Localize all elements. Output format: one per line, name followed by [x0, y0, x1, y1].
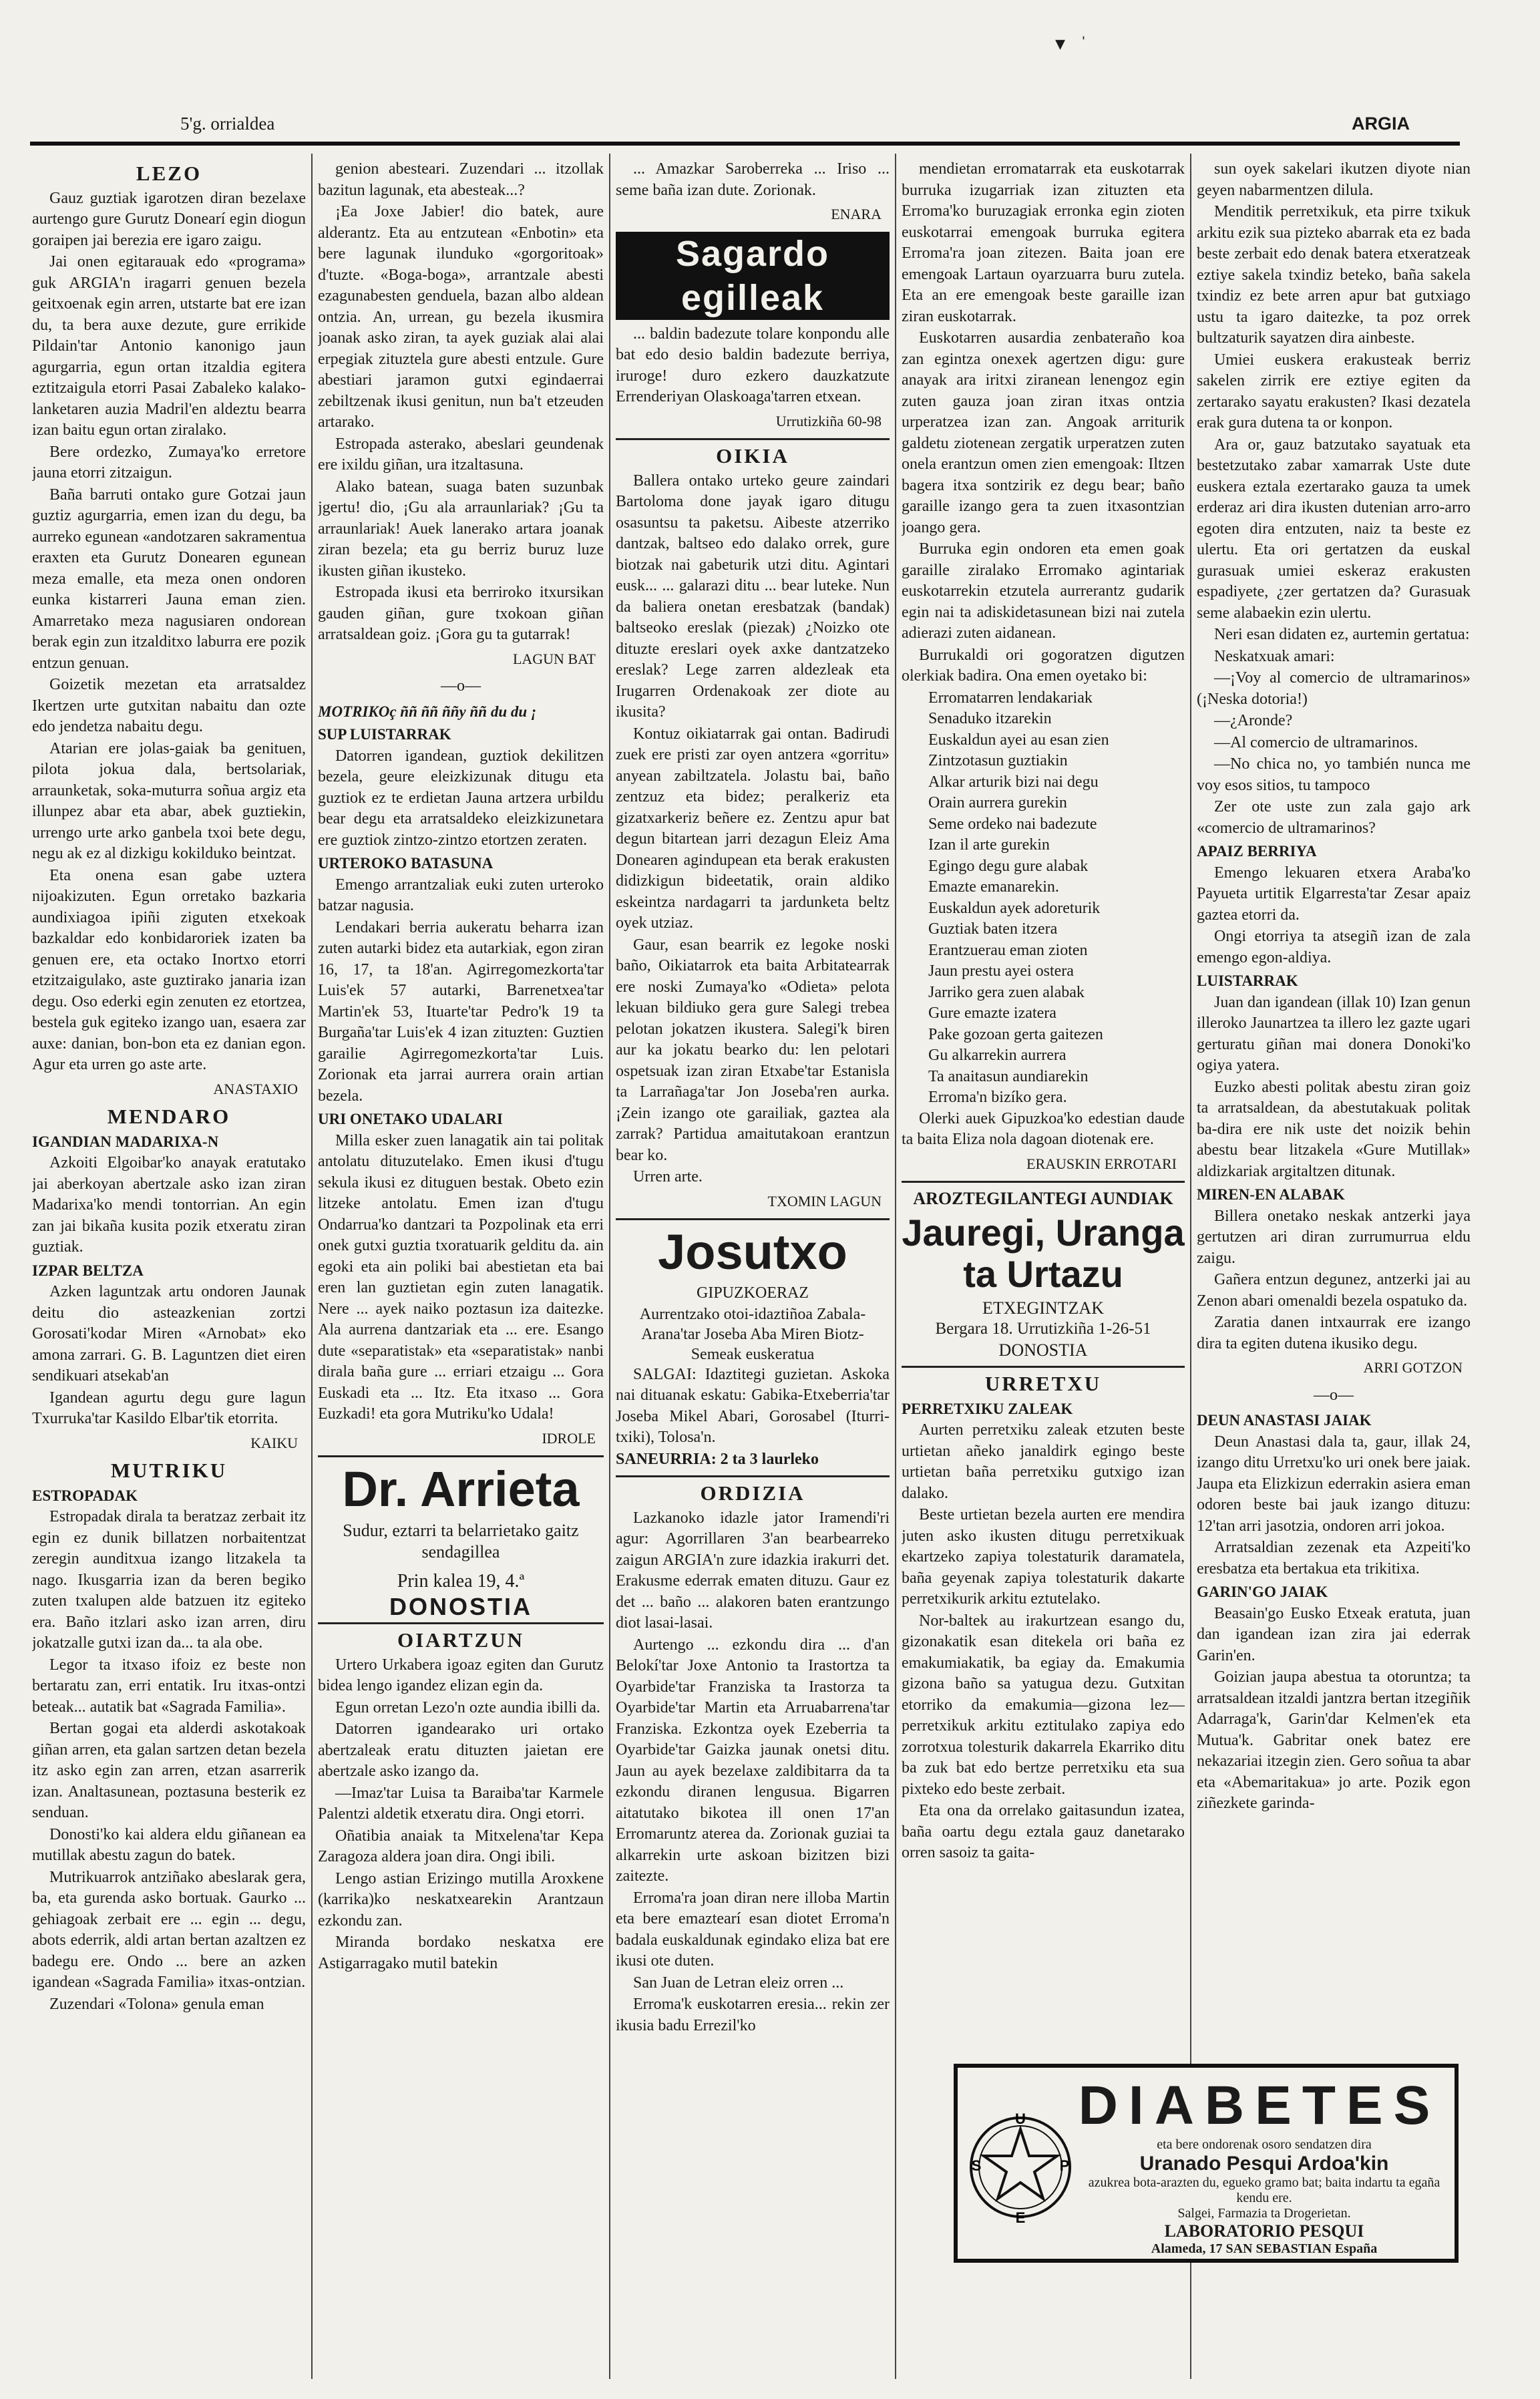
section-title-lezo: LEZO [136, 162, 202, 185]
ad-phone: Urrutizkiña 60-98 [775, 412, 882, 429]
ad-address: Alameda, 17 SAN SEBASTIAN España [1151, 2241, 1378, 2256]
column-4 [902, 159, 1185, 2376]
seal-letter: S [971, 2157, 982, 2174]
column-3 [616, 159, 890, 2376]
seal-letter: U [1015, 2110, 1026, 2127]
paragraph: Zuzendari «Tolona» genula eman [49, 1995, 264, 2013]
ad-product: Uranado Pesqui Ardoa'kin [1139, 2153, 1389, 2175]
ad-address: Bergara 18. Urrutizkiña 1-26-51 [935, 1320, 1151, 1338]
ad-trade: ETXEGINTZAK [982, 1298, 1104, 1318]
margin-marks: ▾ ˈ [1055, 33, 1087, 55]
paragraph: Urtero Urkabera igoaz egiten dan Gurutz bidea lengo igandez elizan egin da. [318, 1656, 604, 1694]
poem-line: Guztiak baten itzera [928, 920, 1058, 938]
subheading: MIREN-EN ALABAK [1197, 1186, 1345, 1203]
paragraph: Baña barruti ontako gure Gotzai jaun guztiz agurgarria, emen izan du degu, ba aurreko egunean «andotzaren sakramentua eraxten eta Gurutz Donearen egunean meza emalle, eta meza onen ondoren eunka kistarreri Jauna eman zien. Amarretako meza nagusiaren ondorean berak egin zun itzalditxo laburra ere pozik entzun genuan. [32, 486, 306, 672]
paragraph: Ara or, gauz batzutako sayatuak eta bestetzutako zabar xamarrak Uste dute euskera eztala ezertarako gauza ta umek erderaz ari dira ikusten dutenian arro-arro egoten dira entzuten, naiz ta beste ez ulertu. Eta ori gertatzen da euskal gurasuak umiei eskeraz erakusten espadiyete, ¿zer gertatzen da? Gurasuak seme alabaekin ezin ulertu. [1197, 435, 1471, 622]
paragraph: Neri esan didaten ez, aurtemin gertatua: [1214, 626, 1470, 643]
poem-line: Pake gozoan gerta gaitezen [928, 1025, 1103, 1043]
paragraph: Datorren igandean, guztiok dekilitzen bezela, geure eleizkizunak ditugu eta guztiok ez te erdietan Jauna artzera urbildu bear degu eta arratsaldeko eleizkizunetara ere guztiok zintzo-zintzo etortzen zeraten. [318, 747, 604, 849]
paragraph: Azkoiti Elgoibar'ko anayak eratutako jai aberkoyan abertzale asko izan ziran Madarixa'ko mendi tontorrian. An egin zan jai bikaña kusita pozik etxeratu ziran guztiak. [32, 1154, 306, 1256]
paragraph: Milla esker zuen lanagatik ain tai politak antolatu dituzutelako. Emen ikusi d'tugu sekula ikusi ez dituguen bestak. Obeto ezin litzeke antolatu. Emen izan d'tugu Ondarrua'ko dantzari ta Pozpolinak eta erri onek gutxi guztia txoratuarik gelditu da. ain egoki eta ain poliki bai abestietan eta bai eren lan guztietan egin zuten lanagatik. Nere ... ayek naiko poztasun iza daitezke. Ala aurrena dantzariak eta ... ere. Esango dute «separatistak» eta «separatistak» nanbi dirala baña gure ... erriari etzaigu ... Gora Euskadi eta ... Itz. Eta itxaso ... Gora Euzkadi! eta gora Mutriku'ko Udala! [318, 1131, 604, 1423]
poem-line: Alkar arturik bizi nai degu [928, 773, 1099, 791]
paragraph: Igandean agurtu degu gure lagun Txurruka'tar Kasildo Elbar'tik etorrita. [32, 1389, 306, 1427]
column-rule [1190, 154, 1191, 2379]
column-rule [311, 154, 313, 2379]
paragraph: Olerki auek Gipuzkoa'ko edestian daude ta baita Eliza nola dagoan diotenak ere. [902, 1109, 1185, 1148]
signature: IDROLE [542, 1429, 596, 1447]
page-header [0, 0, 1540, 154]
page-number: 5'g. orrialdea [180, 114, 275, 134]
paragraph: Alako batean, suaga baten suzunbak jgertu! dio, ¡Gu ala arraunlariak? ¡Gu ta arraunlariak! Auek lanerako artara joanak ziran bezela; eta gu berriz buruz luze ikusten giñan ikusteko. [318, 478, 604, 580]
paragraph: Burruka egin ondoren eta emen goak garaille ziralako Erromako agintariak euskotarrekin etzutela aurrerantz gudarik egin nai ta adiskidetasunean bizi nai zutela adierazi zuten aidanean. [902, 540, 1185, 642]
paragraph: Gaur, esan bearrik ez legoke noski baño, Oikiatarrok eta baita Arbitatearrak ere noski Zumaya'ko «Odieta» pelota lekuan bildiuko gera gure Salegi trebea pelotan jokatzen ikustera. Salegi'k biren aur ka jokatu bearko du: len pelotari ospetsuak izan ziran Etxabe'tar Estanisla ta Larrañaga'tar Jon Joseba'ren aurka. ¡Zein izango ote garailiak, gaztea ala zarrak? Partidua amaitutakoan erantzun bear ko. [616, 936, 890, 1164]
divider [318, 1455, 604, 1457]
paragraph: Gañera entzun degunez, antzerki jai au Zenon abari omenaldi bezela ospatuko da. [1197, 1271, 1471, 1310]
poem-line: Zintzotasun guztiakin [928, 752, 1068, 769]
ad-name: Dr. Arrieta [342, 1461, 580, 1517]
poem-line: Jaun prestu ayei ostera [928, 962, 1074, 980]
ad-text: Aurrentzako otoi-idaztiñoa Zabala-Arana'tar Joseba Aba Miren Biotz-Semeak euskeratua [639, 1305, 866, 1363]
paragraph: Ongi etorriya ta atsegiñ izan de zala emengo egon-aldiya. [1197, 928, 1471, 966]
paragraph: genion abesteari. Zuzendari ... itzollak bazitun lagunak, eta abesteak...? [318, 160, 604, 199]
paragraph: Arratsaldian zezenak eta Azpeiti'ko eresbatza eta bertakua eta trikitixa. [1197, 1539, 1471, 1578]
column-1 [32, 159, 306, 2376]
paragraph: Goizian jaupa abestua ta otoruntza; ta arratsaldean itzaldi jantzra bertan itzegiñik Adarraga'k, Garin'dar Kelmen'ek eta Mutua'k. Gabritar onek batez ere nekazariai itzegin zien. Gero soñua ta abar eta «Abemaritakua» jo arte. Pozik egon ziñezkete garinda- [1197, 1668, 1471, 1812]
paragraph: Zaratia danen intxaurrak ere izango dira ta egiten dutena ikusiko degu. [1197, 1314, 1471, 1352]
paragraph: Zer ote uste zun zala gajo ark «comercio de ultramarinos? [1197, 798, 1471, 837]
divider [616, 438, 890, 440]
paragraph: Juan dan igandean (illak 10) Izan genun illeroko Jaunartzea ta illero lez gazte ugari gerturatu giñan mai donera Donoki'ko ogiya yatera. [1197, 993, 1471, 1074]
poem-line: Erantzuerau eman zioten [928, 941, 1088, 959]
paragraph: Bere ordezko, Zumaya'ko erretore jauna etorri zitzaigun. [32, 443, 306, 482]
paragraph: Legor ta itxaso ifoiz ez beste non bertaratu zan, erri entatik. Iru itxas-ontzi beteak... autatik bat «Sagrada Familia». [32, 1656, 306, 1716]
section-title-oikia: OIKIA [716, 444, 789, 468]
separator: —o— [1314, 1386, 1354, 1404]
signature: KAIKU [250, 1434, 298, 1451]
subheading: SUP LUISTARRAK [318, 726, 451, 743]
ad-lab: LABORATORIO PESQUI [1164, 2221, 1364, 2241]
paragraph: Euskotarren ausardia zenbateraño koa zan egintza onexek agertzen digu: gure anayak ara iritxi ziranean lenengoz egin zuten gauza joan ziran itxas ontzia urperatzea izan zan. Angoak arriturik galdetu ziotenean zergatik urperatzen zuten onela erantzun omen zien emengoak: Iltzen bagera itxa sontzirik ez degu bear; baño garaille izango gera ta zuen itxasontzian joango gera. [902, 329, 1185, 536]
column-5 [1197, 159, 1471, 2045]
signature: ANASTAXIO [213, 1080, 298, 1097]
ad-josutxo [616, 1226, 890, 1470]
ad-arrieta [318, 1461, 604, 1620]
ad-city: DONOSTIA [389, 1592, 532, 1620]
seal-letter: E [1015, 2209, 1026, 2226]
paragraph: Goizetik mezetan eta arratsaldez Ikertzen urte gutxitan nabaitu dan ozte edo jendetza nabaitu degu. [32, 676, 306, 735]
header-rule [30, 142, 1460, 146]
ad-price: SANEURRIA: 2 ta 3 laurleko [616, 1450, 819, 1468]
ad-jauregi [902, 1188, 1185, 1360]
subheading: GARIN'GO JAIAK [1197, 1584, 1328, 1600]
ad-head: AROZTEGILANTEGI AUNDIAK [913, 1189, 1173, 1208]
paragraph: —¿Aronde? [1214, 712, 1293, 729]
poem-line: Egingo degu gure alabak [928, 857, 1089, 875]
column-rule [895, 154, 896, 2379]
paragraph: Oñatibia anaiak ta Mitxelena'tar Kepa Zaragoza aldera joan dira. Ongi ibili. [318, 1827, 604, 1865]
section-title-ordizia: ORDIZIA [700, 1481, 805, 1505]
paragraph: Atarian ere jolas-gaiak ba genituen, pilota jokua dala, bertsolariak, arraunketak, soka-muturra soñua argiz eta illunpez abar eta abar, abek guztiekin, urrengo urte arko ganbela txoi bete degu, negu ak ez al dizkigu kokilduko beintzat. [32, 739, 306, 862]
paragraph: Umiei euskera erakusteak berriz sakelen zirrik ere eztiye egiten da zertarako sayatu erakusten? Ikasi dezatela erak gura dutena ta or konpon. [1197, 351, 1471, 431]
signature: ERAUSKIN ERROTARI [1026, 1155, 1177, 1172]
ad-text: Sudur, eztarri ta belarrietako gaitz sendagillea [343, 1521, 579, 1561]
poem-line: Euskaldun ayei au esan zien [928, 731, 1109, 749]
paragraph: Donosti'ko kai aldera eldu giñanean ea mutillak abestu zagun do batek. [32, 1825, 306, 1864]
ad-text: ... baldin badezute tolare konpondu alle bat edo desio baldin badezute berriya, iruroge! duro ezkero dauzkatzute Errenderiyan Olaskoaga'tarren etxean. [616, 325, 890, 405]
paragraph: Datorren igandearako uri ortako abertzaleak eratu dituzten jaietan ere abertzale asko izango da. [318, 1720, 604, 1780]
ad-body [1085, 2137, 1444, 2257]
divider [318, 1622, 604, 1624]
paragraph: Gauz guztiak igarotzen diran bezelaxe aurtengo gure Gurutz Donearí egin diogun goraipen jai berezia ere igaro zaigu. [32, 189, 306, 249]
paragraph: Aurten perretxiku zaleak etzuten beste urtietan añeko janaldirk egingo beste urtietan baña perretxiku gutxigo izan dalako. [902, 1421, 1185, 1502]
poem-line: Ta anaitasun aundiarekin [928, 1067, 1089, 1085]
paragraph: Azken laguntzak artu ondoren Jaunak deitu dio asteazkenian zortzi Gorosati'kodar Miren «Arnobat» eko amona zarrari. G. B. Laguntzen diet eiren sendikuari atsekab'an [32, 1283, 306, 1385]
paragraph: Lendakari berria aukeratu beharra izan zuten autarki bidez eta autarkiak, egon ziran 16, 17, ta 18'an. Agirregomezkorta'tar Luis'ek 57 autarki, Barrenetxea'tar Martin'ek 53, Ituarte'tar Pedro'k 19 ta Burgaña'tar Luis'ek 4 izan zituzten: Guztien garailie Agirregomezkorta'tar Luis. Zorionak eta jarrai aurrera orain artian bezela. [318, 918, 604, 1105]
paragraph: mendietan erromatarrak eta euskotarrak burruka izugarriak izan zituzten eta Erroma'ko buruzagiak erronka egin zioten euskotarrai emengoak burruka egitera Erroma'ra joan zitezen. Baita joan ere emengoak Lartaun oyarzuarra buru zutela. Eta an ere emengoak beste garaille izan ziran euskotarrak. [902, 160, 1185, 325]
divider [616, 1475, 890, 1477]
poem-line: Erromatarren lendakariak [928, 689, 1093, 707]
star-seal-icon [967, 2090, 1074, 2244]
paragraph: —Al comercio de ultramarinos. [1214, 733, 1418, 751]
ad-text: Salgei, Farmazia ta Drogerietan. [1177, 2206, 1351, 2221]
paragraph: Neskatxuak amari: [1214, 647, 1335, 665]
paragraph: Miranda bordako neskatxa ere Astigarragako mutil batekin [318, 1933, 604, 1972]
poem-line: Jarriko gera zuen alabak [928, 983, 1085, 1001]
poem-line: Euskaldun ayek adoreturik [928, 899, 1101, 917]
ad-sagardo [616, 232, 890, 432]
paragraph: Burrukaldi ori gogoratzen digutzen olerkiak badira. Ona emen oyetako bi: [902, 646, 1185, 685]
signature: ARRI GOTZON [1363, 1359, 1463, 1376]
ad-name: Jauregi, Uranga ta Urtazu [902, 1211, 1185, 1295]
poem-line: Orain aurrera gurekin [928, 794, 1067, 811]
paragraph: Estropada asterako, abeslari geundenak ere ixildu giñan, ura itzaltasuna. [318, 435, 604, 474]
subheading: ESTROPADAK [32, 1487, 138, 1504]
divider [616, 1218, 890, 1220]
column-rule [609, 154, 610, 2379]
paragraph: Kontuz oikiatarrak gai ontan. Badirudi zuek ere pristi zar oyen antzera «gorritu» anyean zabiltzatela. Jolastu bai, baño zentzuz eta bidez; peralkeriz eta gizatxarkeriz beñere ez. Zentzu apur bat degun bitartean jarri dezagun Eleiz Ama Donearen agindupean eta berak erakusten didizkigun bideetatik, orain aldiko eskeintza nardagarri ta jardunketa beltz oyek utziaz. [616, 725, 890, 932]
poem-line: Senaduko itzarekin [928, 710, 1052, 727]
paragraph: San Juan de Letran eleiz orren ... [633, 1974, 844, 1992]
paragraph: Billera onetako neskak antzerki jaya gertutzen ari diran zurrumurrua eldu zaigu. [1197, 1207, 1471, 1267]
paragraph: Emengo lekuaren etxera Araba'ko Payueta urtitik Elgarresta'tar Zesar apaiz gaztea etorri da. [1197, 864, 1471, 924]
poem-line: Gure emazte izatera [928, 1004, 1056, 1022]
signature: ENARA [831, 206, 882, 222]
subheading: IZPAR BELTZA [32, 1262, 144, 1279]
divider [902, 1181, 1185, 1183]
paragraph: ... Amazkar Saroberreka ... Iriso ... seme baña izan dute. Zorionak. [616, 160, 890, 199]
paragraph: Bertan gogai eta alderdi askotakoak giñan arren, eta galan sartzen detan bezela itz asko egin zan arren, etzan asarrerik izan. Analtasunean, poztasuna besterik ez senduan. [32, 1720, 306, 1821]
ad-name: Josutxo [658, 1224, 847, 1280]
paragraph: —Imaz'tar Luisa ta Baraiba'tar Karmele Palentzi aldetik etxeratu dira. Ongi etorri. [318, 1784, 604, 1823]
paragraph: Eta onena esan gabe uztera nijoakizuten. Egun orretako bazkaria aundixiagoa ipiñi ziguten etxekoak bazkaldar edo konbidaroriek izaten ba genuen ere, eta octako Inortxo etorri etzitzaigulako, aste guztirako janaria izan degu. Oso ederki egin zenuten ez etortzea, bestela guk egiteko izango uan, esaera zar auxe: danian, bon-bon eta ez danian egon. Agur eta urren go aste arte. [32, 866, 306, 1073]
paragraph: Aurtengo ... ezkondu dira ... d'an Belokí'tar Joxe Antonio ta Irastortza ta Oyarbide'tar Franziska ta Irastorza ta Oyarbide'tar Martin eta Arruabarrena'tar Franziska. Ezkontza oyek Ezeberria ta Oyarbide'tar Gaizka jaunak onetsi ditu. Jaun au ayek bezelaxe zaldibitarra da ta ezkondu diranen lengusua. Bigarren aitatutako bikotea ill onen 17'an Erromaruntz aterea da. Zorionak guziai ta alkarrekin urte askoan bizitzen bizi zaitezte. [616, 1636, 890, 1885]
paragraph: ¡Ea Joxe Jabier! dio batek, aure alderantz. Eta au entzutean «Enbotin» eta bere lagunak ilunduko «gorgoritoak» d'tuzte. «Boga-boga», arrantzale abesti ezagunabesten genduela, bazan albo aldean ontzia. An, urrean, gu bezela ikusmira joanak asko ziran, ta ayek guziak alai alai erpegiak zituztela gure abesti entzule. Gure abestiari jaramon gutxi egindaerrai zebiltzenak ikusi genitun, nun ba't etzeuden artarako. [318, 203, 604, 431]
paragraph: Beste urtietan bezela aurten ere mendira juten asko ikusten ditugu perretxikuak ekartzeko zapiya tolestaturik daramatela, baña geyenak zapiya tolestaturik dakarte perretxikurik arkitu eztutelako. [902, 1506, 1185, 1608]
poem-line: Izan il arte gurekin [928, 836, 1050, 854]
ad-text: azukrea bota-arazten du, egueko gramo bat; baita indartu ta egaña kendu ere. [1088, 2175, 1440, 2205]
section-title-urretxu: URRETXU [984, 1372, 1102, 1395]
ad-text: eta bere ondorenak osoro sendatzen dira [1157, 2137, 1372, 2152]
paragraph: Nor-baltek au irakurtzean esango du, gizonakatik esan ditekela ori baña ez emakumiakatik, ba egiay da. Emakumia gizona baño sa yatugua dezu. Gutxitan etorriko da emakumia—gizona lez—perretxikuk arkitu eztitulako zapiya edo zorrotxua tolesturik dakarrela Ekarriko ditu ba zuk bat edo bertze perretxiku eta sua pixteko edo beste zerbait. [902, 1612, 1185, 1798]
paragraph: Menditik perretxikuk, eta pirre txikuk arkitu ezik sua pizteko abarrak eta ez bada beste zerbait edo denak batera etxeratzeak eztiye sakela txindiz beteko, baña sakela txindiz ez bete arren apur bat gutxiago ustu ta igaro daitezke, ta poz orrek bultzaturik sayatzen dira ainbeste. [1197, 203, 1471, 347]
paragraph: Euzko abesti politak abestu ziran goiz ta arratsaldean, da abestutakuak politak ba-dira ere nik uste det noizik behin abestu bear litzakela «Gure Mutillak» aldizkariak argitaltzen ditunak. [1197, 1078, 1471, 1180]
paragraph: Estropada ikusi eta berriroko itxursikan gauden giñan, gure txokoan giñan arratsaldean goiz. ¡Gora gu ta gutarrak! [318, 584, 604, 643]
ad-diabetes [954, 2064, 1459, 2263]
ad-city: DONOSTIA [998, 1340, 1088, 1360]
paragraph: Emengo arrantzaliak euki zuten urteroko batzar nagusia. [318, 876, 604, 914]
paragraph: Urren arte. [633, 1168, 703, 1185]
paragraph: Ballera ontako urteko geure zaindari Bartoloma done jayak igaro ditugu osasuntsu ta paketsu. Aibeste atzerriko dantzak, baltseo edo dalako orrek, gure biotzak nai gabeturik utzi ditu. Agintari eusk... ... galarazi ditu ... bear luteke. Nun da baliera onetan eresbatzak (bandak) baltseoko ereslak (piezak) ¿Noizko ote dituzte ereslari oyek axke dantzatzeko ereslak? Lege zarren aldezleak eta Irugarren Ordenakoak zer diote au ikusita? [616, 472, 890, 721]
paragraph: Egun orretan Lezo'n ozte aundia ibilli da. [335, 1698, 600, 1716]
paragraph: Lazkanoko idazle jator Iramendi'ri agur: Agorrillaren 3'an bearbearreko zaigun ARGIA'n zure idazkia irakurri det. Erakusme ederrak ematen dituzu. Gaur ez det ... baño ... alakoren baten erantzungo diot lasai-lasai. [616, 1509, 890, 1632]
divider [902, 1366, 1185, 1368]
subheading: DEUN ANASTASI JAIAK [1197, 1412, 1372, 1429]
ad-banner: Sagardo egilleak [616, 232, 890, 320]
masthead: ARGIA [1352, 114, 1410, 134]
paragraph: —¡Voy al comercio de ultramarinos» (¡Neska dotoria!) [1197, 669, 1471, 708]
paragraph: Erroma'k euskotarren eresia... rekin zer ikusia badu Errezil'ko [616, 1996, 890, 2034]
poem-line: Seme ordeko nai badezute [928, 815, 1097, 833]
signature: LAGUN BAT [512, 650, 596, 667]
paragraph: Estropadak dirala ta beratzaz zerbait itz egin ez dunik billatzen norbaitentzat zeregin aunditxua izango litzakela ta nago. Ikusgarria izan da beren begiko zuten txalupen alde batzuen itz egiteko era. Baño itzlari asko izan arren, diru jokatzalle gutxi izan da... ta ala obe. [32, 1508, 306, 1652]
subheading: MOTRIKOç ññ ññ ññy ññ du du ¡ [318, 703, 537, 720]
column-2 [318, 159, 604, 2376]
seal-letter: P [1059, 2157, 1070, 2174]
ad-address: Prin kalea 19, 4.ª [397, 1571, 525, 1592]
poem-line: Erroma'n bizíko gera. [928, 1089, 1067, 1106]
section-title-mendaro: MENDARO [107, 1105, 231, 1128]
paragraph: Erroma'ra joan diran nere illoba Martin eta bere emaztearí esan diotet Erroma'n badala euskaldunak egindako eliza bat ere ikusi ote duten. [616, 1889, 890, 1970]
poem [902, 688, 1185, 1109]
paragraph: Mutrikuarrok antziñako abeslarak gera, ba, eta gurenda asko bortuak. Gaurko ... gehiagoak zerbait ere ... egin ... degu, abots ederrik, aldi artan bertan azaltzen ez badegu ere. Ondo ... bere an azken igandean «Sagrada Familia» itxas-ontzian. [32, 1868, 306, 1991]
paragraph: sun oyek sakelari ikutzen diyote nian geyen nabarmentzen dilula. [1197, 160, 1471, 199]
section-title-oiartzun: OIARTZUN [397, 1628, 524, 1652]
poem-line: Gu alkarrekin aurrera [928, 1047, 1067, 1064]
paragraph: Deun Anastasi dala ta, gaur, illak 24, izango ditu Urretxu'ko uri onek bere jaiak. Jaupa eta Elizkizun ederrakin asiera eman odoren beste bai jauk izango dituzu: 12'tan arri jasotzia, ondoren arri jokoa. [1197, 1433, 1471, 1535]
paragraph: Lengo astian Erizingo mutilla Aroxkene (karrika)ko neskatxearekin Arantzaun ezkondu zan. [318, 1869, 604, 1929]
paragraph: —No chica no, yo también nunca me voy esos sitios, tu tampoco [1197, 755, 1471, 794]
subheading: LUISTARRAK [1197, 972, 1298, 989]
subheading: URTEROKO BATASUNA [318, 855, 494, 872]
subheading: PERRETXIKU ZALEAK [902, 1400, 1073, 1417]
poem-line: Emazte emanarekin. [928, 878, 1059, 896]
subheading: IGANDIAN MADARIXA-N [32, 1133, 219, 1150]
subheading: APAIZ BERRIYA [1197, 843, 1317, 860]
paragraph: Eta ona da orrelako gaitasundun izatea, baña oartu degu eztala gauz danetarako orren sasoiz ta gaita- [902, 1802, 1185, 1861]
subheading: URI ONETAKO UDALARI [318, 1111, 503, 1127]
paragraph: Beasain'go Eusko Etxeak eratuta, juan dan igandean izan zira jai ederrak Garin'en. [1197, 1604, 1471, 1664]
ad-text: GIPUZKOERAZ [697, 1284, 809, 1302]
ad-title: DIABETES [1078, 2075, 1441, 2136]
paragraph: Jai onen egitarauak edo «programa» guk ARGIA'n iragarri genuen bezela geitxoenak egin arren, utstarte bat ere izan du, ta bera auxe dezute, gure errikide Pildain'tar Antonio kanonigo jaun agurgarria, egun ortan itzaldia egitera eztitzaigula etorri Pasai Zabaleko kalako-lanketaren auzia Madril'en aldeztu bearra izan baitu egun ortan ziralako. [32, 253, 306, 439]
signature: TXOMIN LAGUN [767, 1192, 882, 1210]
ad-text: SALGAI: Idaztitegi guzietan. Askoka nai dituanak eskatu: Gabika-Etxeberria'tar Joseba Mikel Abari, Gorosabel (Iturri-txiki), Tolosa'n. [616, 1365, 890, 1446]
section-title-mutriku: MUTRIKU [110, 1459, 228, 1482]
separator: —o— [441, 677, 481, 695]
